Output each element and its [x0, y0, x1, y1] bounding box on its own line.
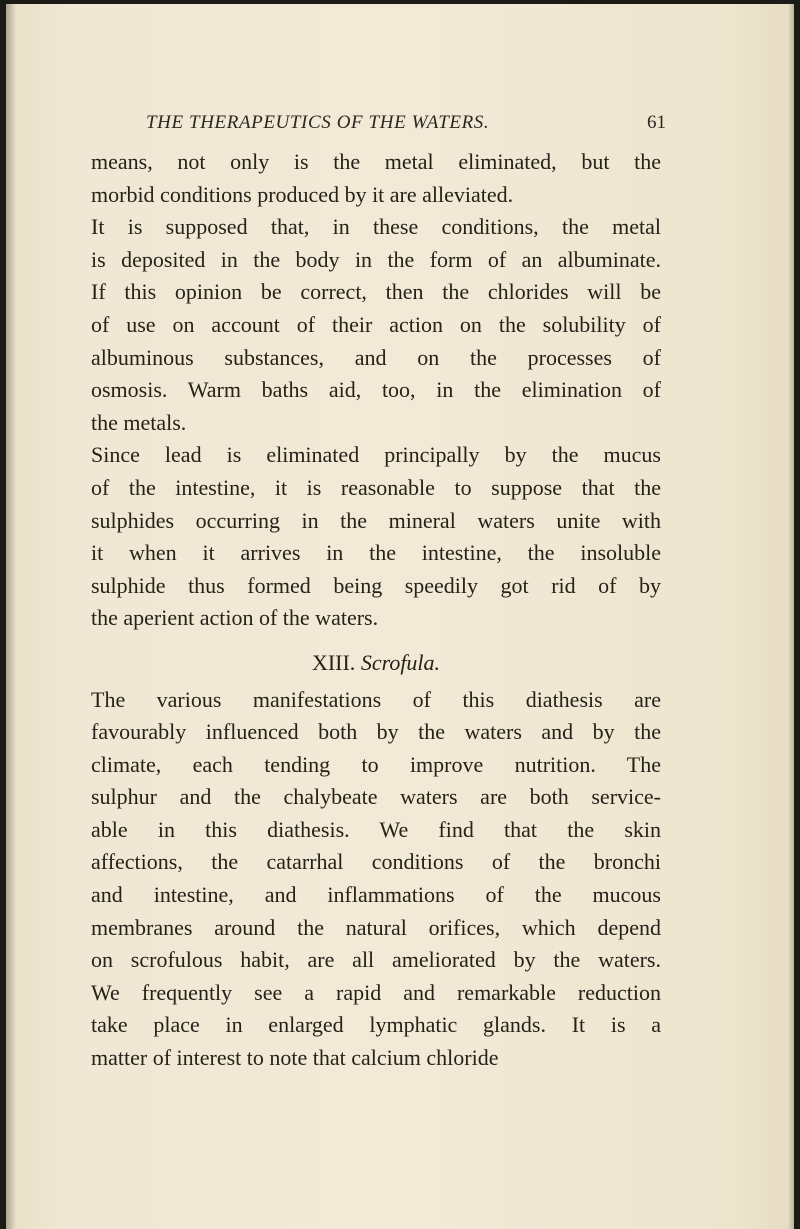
- text-line: membranes around the natural orifices, which depend: [91, 914, 661, 940]
- paragraph-1: [91, 146, 661, 211]
- text-line: is deposited in the body in the form of an albuminate.: [91, 246, 661, 272]
- running-head: [146, 112, 666, 140]
- text-line: take place in enlarged lymphatic glands. It is a: [91, 1012, 661, 1038]
- text-line: Since lead is eliminated principally by the mucus: [91, 442, 661, 468]
- page-number: 61: [647, 112, 666, 133]
- text-line: affections, the catarrhal conditions of the bronchi: [91, 849, 661, 875]
- book-page: [6, 4, 794, 1229]
- text-line: climate, each tending to improve nutrition. The: [91, 751, 661, 777]
- text-line: of the intestine, it is reasonable to suppose that the: [91, 474, 661, 500]
- running-head-title: THE THERAPEUTICS OF THE WATERS.: [146, 112, 490, 133]
- text-line: If this opinion be correct, then the chlorides will be: [91, 279, 661, 305]
- section-heading: [91, 647, 661, 680]
- text-line: means, not only is the metal eliminated, but the: [91, 149, 661, 174]
- text-line: osmosis. Warm baths aid, too, in the elimination of: [91, 377, 661, 403]
- text-line: and intestine, and inflammations of the mucous: [91, 882, 661, 908]
- text-line: We frequently see a rapid and remarkable reduction: [91, 979, 661, 1005]
- section-paragraph: [91, 684, 661, 1075]
- text-line: sulphide thus formed being speedily got rid of by: [91, 572, 661, 598]
- text-line: albuminous substances, and on the processes of: [91, 344, 661, 370]
- text-line: the aperient action of the waters.: [91, 605, 379, 631]
- text-line: able in this diathesis. We find that the skin: [91, 816, 661, 842]
- paragraph-3: [91, 439, 661, 635]
- text-line: on scrofulous habit, are all ameliorated by the waters.: [91, 947, 661, 973]
- text-line: sulphur and the chalybeate waters are both service-: [91, 784, 661, 810]
- section-number: XIII.: [311, 649, 356, 675]
- text-line: The various manifestations of this diathesis are: [91, 686, 661, 712]
- text-line: it when it arrives in the intestine, the insoluble: [91, 540, 661, 566]
- body-text: [91, 146, 661, 1075]
- text-line: sulphides occurring in the mineral waters unite with: [91, 507, 661, 533]
- section-name: Scrofula.: [360, 649, 441, 675]
- paragraph-2: [91, 211, 661, 439]
- text-line: favourably influenced both by the waters and by the: [91, 719, 661, 745]
- text-line: the metals.: [91, 409, 187, 435]
- text-line: of use on account of their action on the solubility of: [91, 311, 661, 337]
- text-line: morbid conditions produced by it are alleviated.: [91, 181, 514, 207]
- text-line: It is supposed that, in these conditions, the metal: [91, 214, 661, 240]
- text-line: matter of interest to note that calcium chloride: [91, 1045, 499, 1071]
